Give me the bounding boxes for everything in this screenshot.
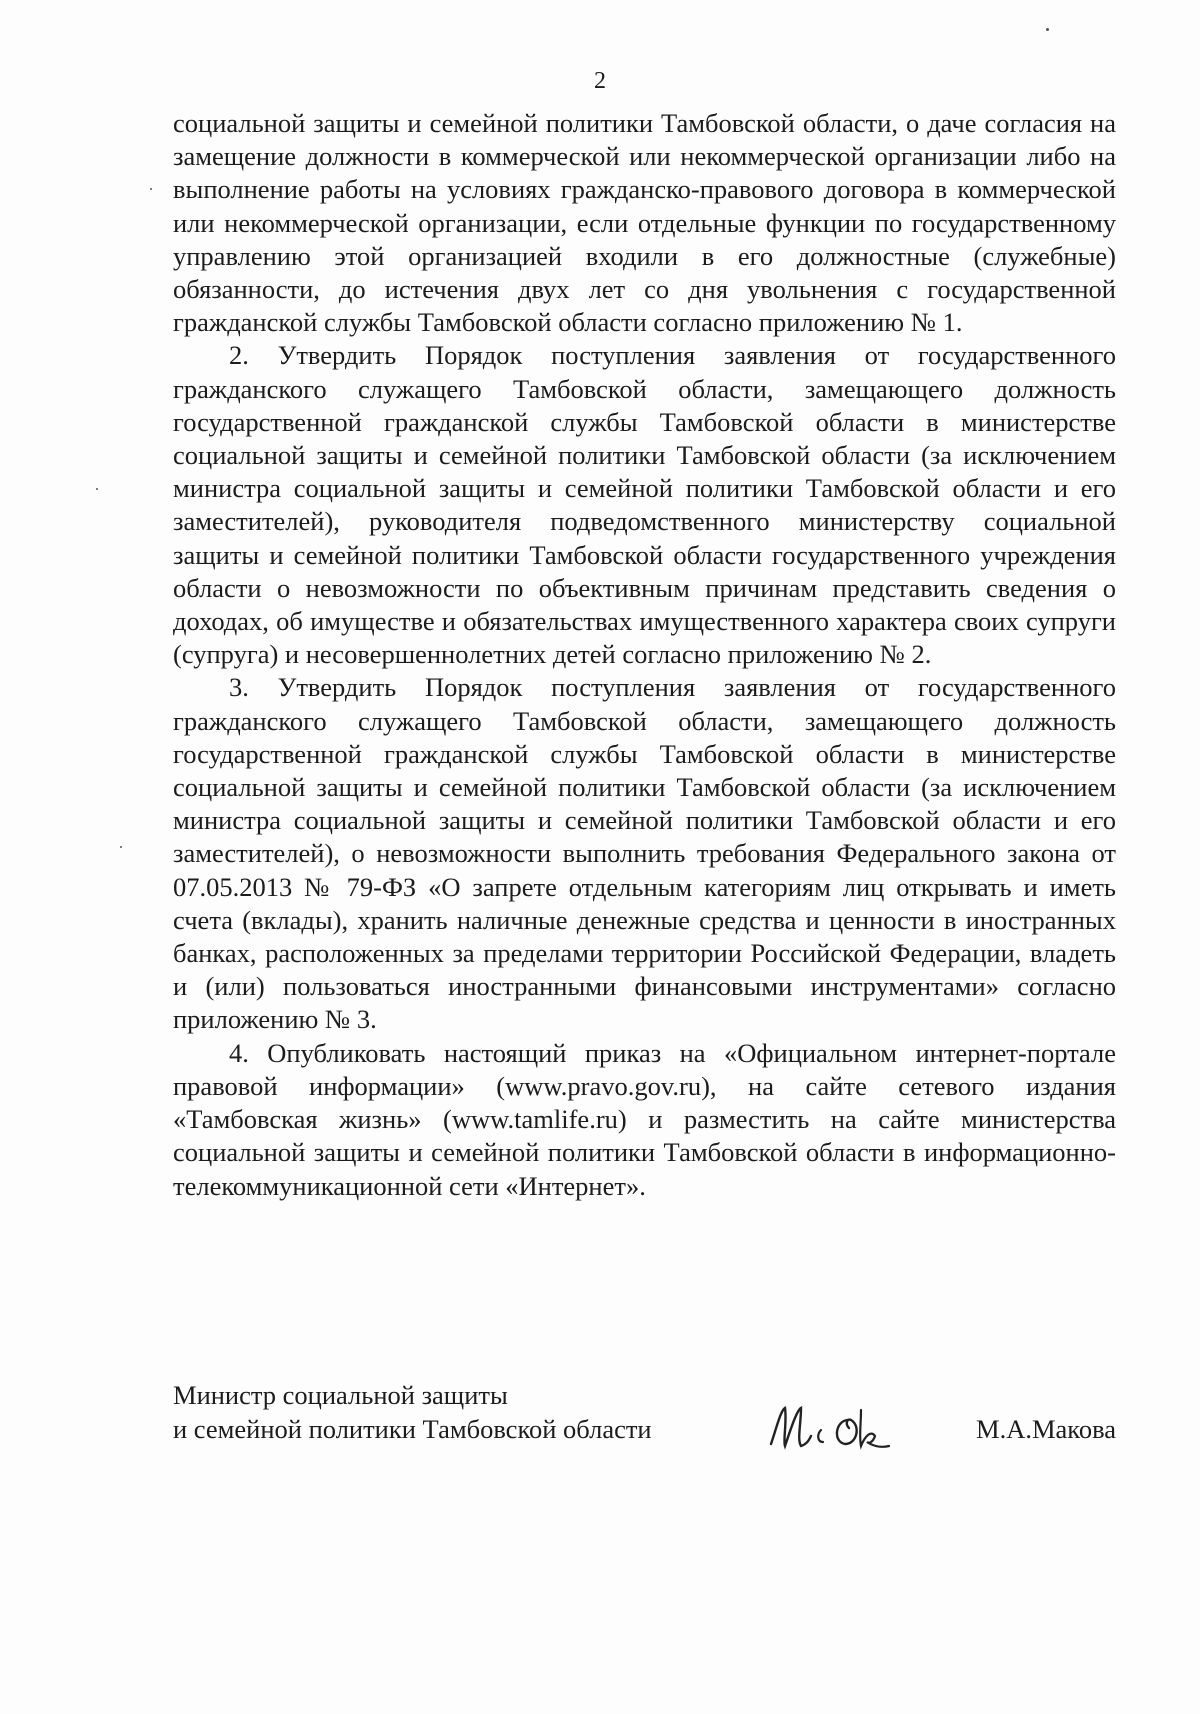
paragraph-continuation: социальной защиты и семейной политики Тамбовской области, о даче согласия на замещение должности в коммерческой или некоммерческой организации либо на выполнение работы на условиях гражданско-правового договора в коммерческой или некоммерческой организации, если отдельные функции по государственному управлению этой организацией входили в его должностные (служебные) обязанности, до истечения двух лет со дня увольнения с государственной гражданской службы Тамбовской области согласно приложению № 1. bbox=[173, 108, 1116, 338]
scan-speck bbox=[1046, 28, 1049, 31]
signatory-name: М.А.Макова bbox=[976, 1414, 1116, 1444]
handwritten-signature bbox=[763, 1396, 903, 1466]
signatory-title bbox=[173, 1378, 733, 1446]
document-body bbox=[173, 107, 1116, 1203]
page-number: 2 bbox=[594, 68, 606, 94]
signatory-title-line-1: Министр социальной защиты bbox=[173, 1380, 508, 1410]
signatory-title-line-2: и семейной политики Тамбовской области bbox=[173, 1414, 652, 1444]
paragraph-item-2: 2. Утвердить Порядок поступления заявления от государственного гражданского служащего Тамбовской области, замещающего должность государственной гражданской службы Тамбовской области в министерстве социальной защиты и семейной политики Тамбовской области (за исключением министра социальной защиты и семейной политики Тамбовской области и его заместителей), руководителя подведомственного министерству социальной защиты и семейной политики Тамбовской области государственного учреждения области о невозможности по объективным причинам представить сведения о доходах, об имуществе и обязательствах имущественного характера своих супруги (супруга) и несовершеннолетних детей согласно приложению № 2. bbox=[173, 340, 1116, 670]
scan-speck bbox=[96, 488, 98, 490]
paragraph-item-4: 4. Опубликовать настоящий приказ на «Официальном интернет-портале правовой информации» (www.pravo.gov.ru), на сайте сетевого издания «Тамбовская жизнь» (www.tamlife.ru) и разместить на сайте министерства социальной защиты и семейной политики Тамбовской области в информационно-телекоммуникационной сети «Интернет». bbox=[173, 1037, 1116, 1201]
scan-speck bbox=[120, 846, 122, 848]
scan-speck bbox=[150, 188, 152, 190]
paragraph-item-3: 3. Утвердить Порядок поступления заявления от государственного гражданского служащего Тамбовской области, замещающего должность государственной гражданской службы Тамбовской области в министерстве социальной защиты и семейной политики Тамбовской области (за исключением министра социальной защиты и семейной политики Тамбовской области и его заместителей), о невозможности выполнить требования Федерального закона от 07.05.2013 № 79-ФЗ «О запрете отдельным категориям лиц открывать и иметь счета (вклады), хранить наличные денежные средства и ценности в иностранных банках, расположенных за пределами территории Российской Федерации, владеть и (или) пользоваться иностранными финансовыми инструментами» согласно приложению № 3. bbox=[173, 672, 1116, 1035]
